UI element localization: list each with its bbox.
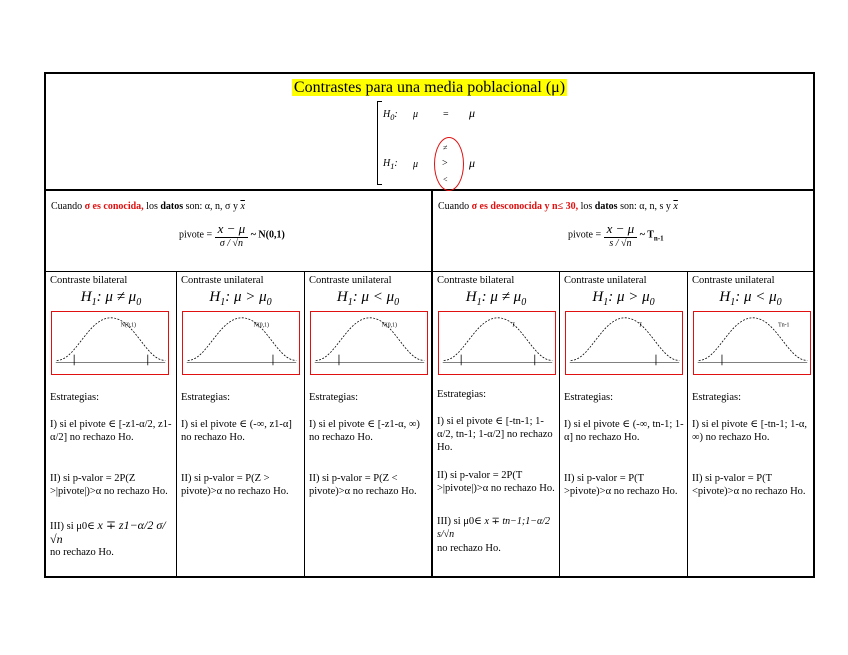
rule-1: I) si el pivote ∈ [-z1-α, ∞) no rechazo Ho. (309, 419, 420, 443)
rule-1: I) si el pivote ∈ [-z1-α/2, z1-α/2] no rechazo Ho. (50, 419, 172, 443)
hyp-sub: 1 (347, 297, 353, 308)
rule-3-suffix: no rechazo Ho. (437, 543, 501, 554)
column-hypothesis (688, 289, 813, 308)
hyp-sub2: 0 (649, 297, 655, 308)
unknown-xbar: $\overline{x}$ (673, 201, 678, 212)
graph-label: T (638, 322, 643, 329)
hyp-sub: 1 (603, 297, 609, 308)
table-header (46, 74, 813, 191)
h0-symbol: H (383, 109, 391, 120)
rule-3-suffix: no rechazo Ho. (50, 547, 114, 558)
rule-3-formula: x ∓ z1−α/2 σ/√n (50, 518, 166, 546)
unknown-fraction (604, 221, 638, 249)
hyp-sub2: 0 (266, 297, 272, 308)
hyp-h: H (80, 289, 92, 305)
column-unknown-lower (688, 272, 813, 576)
graph-label: Tn-1 (778, 322, 790, 329)
known-middle: los (143, 201, 161, 212)
hyp-h: H (209, 289, 221, 305)
column-label: Contraste unilateral (181, 275, 264, 286)
column-known-bilateral (46, 272, 176, 576)
known-prefix: Cuando (51, 201, 85, 212)
highlight-ellipse (434, 137, 464, 191)
rule-2: II) si p-valor = 2P(T >|pivote|)>α no rechazo Ho. (437, 470, 555, 494)
column-hypothesis (177, 289, 304, 308)
column-hypothesis (560, 289, 687, 308)
hyp-rest: : μ < μ (735, 289, 777, 305)
hyp-sub2: 0 (394, 297, 400, 308)
known-xbar: $\overline{x}$ (240, 201, 245, 212)
hyp-rest: : μ > μ (225, 289, 267, 305)
normal-curve-graph (51, 311, 169, 375)
column-hypothesis (305, 289, 431, 308)
hyp-sub2: 0 (776, 297, 782, 308)
normal-curve-graph (182, 311, 300, 375)
bell-curve-icon (439, 312, 555, 374)
h0-equals: = (443, 109, 449, 120)
sigma-known-section (46, 191, 433, 271)
op-greater: > (442, 158, 448, 169)
hyp-h: H (465, 289, 477, 305)
rule-1: I) si el pivote ∈ (-∞, tn-1; 1-α] no rechazo Ho. (564, 419, 684, 443)
null-hypothesis: $H_0$: (383, 109, 398, 122)
known-pivot-label: pivote = (179, 229, 213, 241)
strategies-heading: Estrategias: (50, 392, 99, 403)
bell-curve-icon (566, 312, 682, 374)
column-label: Contraste unilateral (564, 275, 647, 286)
known-suffix: son: α, n, σ y (183, 201, 241, 212)
unknown-frac-den: s / √n (609, 238, 632, 249)
op-less: < (443, 175, 448, 184)
brace-icon (377, 101, 382, 185)
hyp-h: H (336, 289, 348, 305)
hyp-sub: 1 (476, 297, 482, 308)
rule-2: II) si p-valor = P(T <pivote)>α no rechazo Ho. (692, 473, 806, 497)
strategies-heading: Estrategias: (564, 392, 613, 403)
column-label: Contraste unilateral (309, 275, 392, 286)
h1-mu0: μ (469, 156, 476, 170)
rule-1: I) si el pivote ∈ [-tn-1; 1-α/2, tn-1; 1-α/2] no rechazo Ho. (437, 416, 553, 453)
t-curve-graph (693, 311, 811, 375)
known-frac-den: σ / √n (219, 238, 244, 249)
known-sigma: σ es conocida, (84, 201, 144, 212)
known-dist: ~ N(0,1) (250, 229, 285, 241)
hypotheses-block (377, 101, 487, 187)
column-label: Contraste unilateral (692, 275, 775, 286)
hyp-rest: : μ > μ (608, 289, 650, 305)
t-curve-graph (565, 311, 683, 375)
known-pivot-formula (179, 221, 285, 249)
rule-2: II) si p-valor = P(T >pivote)>α no rechazo Ho. (564, 473, 678, 497)
unknown-pivot-formula (568, 221, 664, 249)
unknown-pivot-label: pivote = (568, 229, 602, 241)
hyp-sub: 1 (220, 297, 226, 308)
page-title: Contrastes para una media poblacional (μ) (293, 79, 566, 96)
hyp-sub2: 0 (136, 297, 142, 308)
h0-mu0: μ (469, 106, 476, 120)
hyp-rest: : μ < μ (352, 289, 395, 305)
hyp-sub2: 0 (521, 297, 527, 308)
sigma-unknown-text (438, 201, 678, 212)
graph-label: T (511, 322, 516, 329)
unknown-dist: ~ T (639, 229, 654, 241)
hyp-rest: : μ ≠ μ (481, 289, 522, 305)
sigma-known-text (51, 201, 245, 212)
column-unknown-bilateral (433, 272, 559, 576)
column-known-upper (177, 272, 304, 576)
column-hypothesis (433, 289, 559, 308)
h0-subscript: 0 (390, 113, 395, 122)
graph-label: N(0,1) (253, 322, 269, 329)
known-frac-num: x − μ (215, 221, 249, 238)
column-label: Contraste bilateral (437, 275, 515, 286)
rule-3-prefix: III) si μ0∈ (50, 521, 95, 532)
rule-2: II) si p-valor = 2P(Z >|pivote|)>α no rechazo Ho. (50, 473, 168, 497)
h1-subscript: 1 (390, 162, 395, 171)
t-curve-graph (438, 311, 556, 375)
unknown-suffix: son: α, n, s y (617, 201, 674, 212)
graph-label: N(0,1) (381, 322, 397, 329)
known-fraction (215, 221, 249, 249)
unknown-middle: los (578, 201, 595, 212)
alternative-hypothesis: $H_1$: (383, 158, 398, 171)
rule-3 (50, 519, 173, 547)
bell-curve-icon (311, 312, 427, 374)
hyp-sub: 1 (730, 297, 736, 308)
rule-2: II) si p-valor = P(Z > pivote)>α no rechazo Ho. (181, 473, 289, 497)
known-datos: datos (160, 201, 184, 212)
column-label: Contraste bilateral (50, 275, 128, 286)
unknown-frac-num: x − μ (604, 221, 638, 238)
sigma-unknown-section (433, 191, 813, 271)
graph-label: N(0,1) (120, 322, 136, 329)
h0-mu: μ (413, 109, 419, 120)
unknown-datos: datos (594, 201, 618, 212)
op-not-equal: ≠ (443, 143, 448, 152)
unknown-sigma: σ es desconocida y n≤ 30, (471, 201, 579, 212)
rule-3-prefix: III) si μ0∈ (437, 516, 482, 527)
unknown-dist-sub: n-1 (653, 234, 664, 243)
rule-3-formula: x ∓ tn−1;1−α/2 s/√n (437, 516, 550, 540)
strategies-heading: Estrategias: (437, 389, 486, 400)
strategies-heading: Estrategias: (309, 392, 358, 403)
rule-3 (437, 515, 556, 541)
hyp-rest: : μ ≠ μ (96, 289, 137, 305)
column-unknown-upper (560, 272, 687, 576)
h1-mu: μ (413, 159, 419, 170)
bell-curve-icon (52, 312, 168, 374)
hyp-sub: 1 (91, 297, 97, 308)
rule-1: I) si el pivote ∈ [-tn-1; 1-α, ∞) no rechazo Ho. (692, 419, 808, 443)
normal-curve-graph (310, 311, 428, 375)
rule-2: II) si p-valor = P(Z < pivote)>α no rechazo Ho. (309, 473, 417, 497)
column-known-lower (305, 272, 431, 576)
summary-table (44, 72, 815, 578)
rule-1: I) si el pivote ∈ (-∞, z1-α] no rechazo Ho. (181, 419, 292, 443)
column-hypothesis (46, 289, 176, 308)
strategies-heading: Estrategias: (692, 392, 741, 403)
unknown-prefix: Cuando (438, 201, 472, 212)
h1-symbol: H (383, 158, 391, 169)
hyp-h: H (592, 289, 604, 305)
bell-curve-icon (694, 312, 810, 374)
bell-curve-icon (183, 312, 299, 374)
strategies-heading: Estrategias: (181, 392, 230, 403)
hyp-h: H (719, 289, 731, 305)
